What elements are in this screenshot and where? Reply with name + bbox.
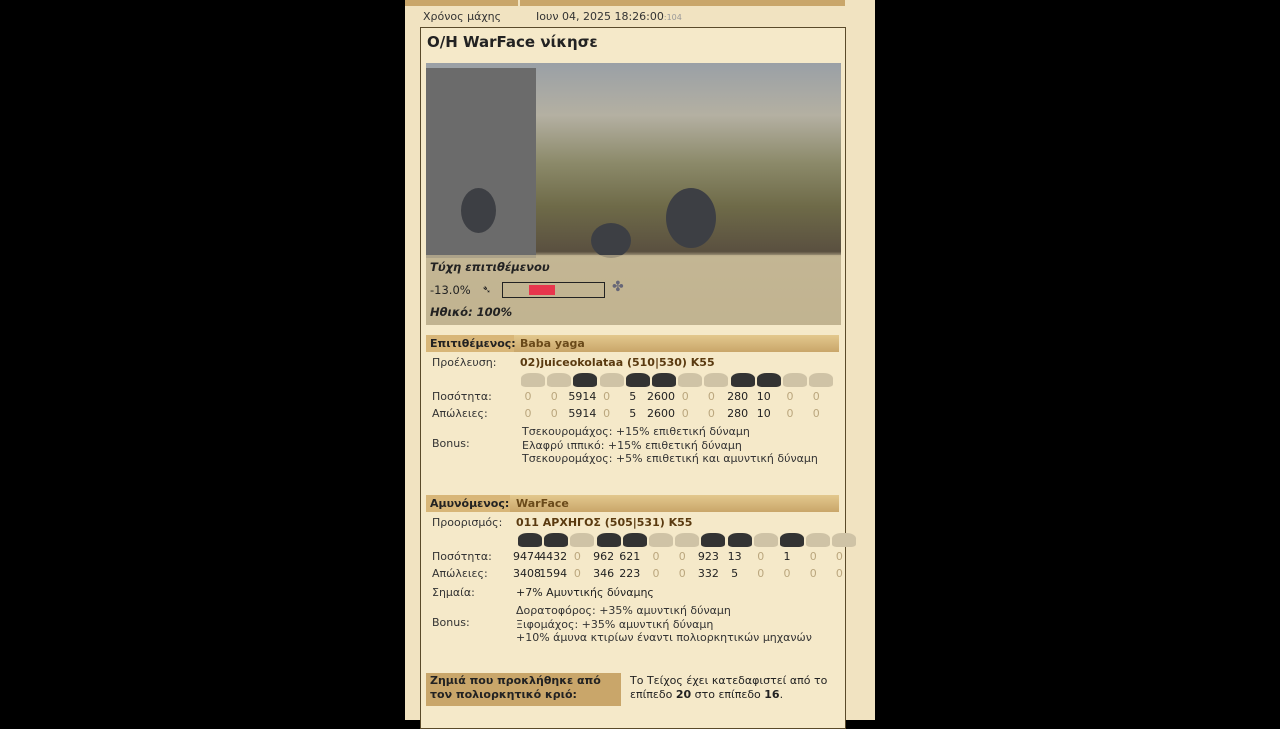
good-luck-icon: ✤ (612, 279, 624, 295)
unit-quantity: 923 (697, 550, 719, 563)
bonus-line: Δορατοφόρος: +35% αμυντική δύναμη (516, 604, 731, 617)
catapult-icon (754, 533, 778, 547)
ram-damage-label: Ζημιά που προκλήθηκε από τον πολιορκητικό κριό: (426, 673, 621, 706)
unit-loss: 0 (757, 567, 765, 580)
luck-value: -13.0% (430, 283, 471, 297)
knight-icon (780, 533, 804, 547)
soldier (666, 188, 716, 248)
origin-label: Προέλευση: (432, 356, 497, 369)
unit-loss: 280 (727, 407, 749, 420)
spear-icon (518, 533, 542, 547)
unit-loss: 0 (524, 407, 532, 420)
attacker-label: Επιτιθέμενος: (426, 335, 514, 352)
spy-icon (623, 533, 647, 547)
losses-label: Απώλειες: (432, 407, 488, 420)
unit-quantity: 0 (812, 390, 820, 403)
axe-icon (570, 533, 594, 547)
ram-damage-text: Το Τείχος έχει κατεδαφιστεί από το επίπεδο 20 στο επίπεδο 16. (630, 674, 828, 701)
unit-icons (426, 371, 839, 388)
sword-icon (547, 373, 571, 387)
unit-quantity: 0 (524, 390, 532, 403)
unit-quantity: 0 (707, 390, 715, 403)
battle-image (426, 63, 841, 325)
unit-loss: 0 (603, 407, 611, 420)
bonus-line: Τσεκουρομάχος: +15% επιθετική δύναμη (522, 425, 750, 438)
unit-quantity: 280 (727, 390, 749, 403)
spy-icon (626, 373, 650, 387)
unit-loss: 0 (835, 567, 843, 580)
time: Ιουν 04, 2025 18:26:00 (536, 10, 664, 23)
unit-loss: 5914 (568, 407, 597, 420)
unit-quantity: 10 (756, 390, 771, 403)
bonus-label: Bonus: (432, 616, 470, 629)
unit-quantity: 5 (629, 390, 637, 403)
knight-icon (783, 373, 807, 387)
axe-icon (573, 373, 597, 387)
unit-quantity: 4432 (539, 550, 568, 563)
unit-loss: 0 (707, 407, 715, 420)
unit-quantity: 0 (809, 550, 817, 563)
ram-icon (728, 533, 752, 547)
attacker-section (426, 335, 839, 466)
light-cavalry-icon (652, 373, 676, 387)
origin-village-link[interactable]: 02)juiceokolataa (510|530) K55 (520, 356, 715, 369)
defender-label: Αμυνόμενος: (426, 495, 510, 512)
ram-damage (426, 673, 839, 706)
defender-section (426, 495, 843, 645)
bad-luck-icon: ➴ (482, 283, 492, 296)
unit-loss: 5 (731, 567, 739, 580)
battle-report (420, 27, 846, 729)
unit-quantity: 0 (652, 550, 660, 563)
snob-icon (809, 373, 833, 387)
snob-icon (806, 533, 830, 547)
quantity-label: Ποσότητα: (432, 550, 492, 563)
attacker-player-link[interactable]: Baba yaga (520, 337, 585, 350)
unit-quantity: 0 (757, 550, 765, 563)
luck-panel (426, 255, 841, 325)
report-column (405, 0, 875, 720)
spear-icon (521, 373, 545, 387)
unit-loss: 223 (619, 567, 641, 580)
heavy-cavalry-icon (701, 533, 725, 547)
archer-icon (597, 533, 621, 547)
defender-player-link[interactable]: WarFace (516, 497, 569, 510)
unit-quantity: 0 (550, 390, 558, 403)
unit-loss: 0 (652, 567, 660, 580)
header-bar (405, 0, 845, 6)
level-from: 20 (675, 688, 692, 701)
unit-loss: 0 (550, 407, 558, 420)
unit-quantity: 962 (593, 550, 615, 563)
unit-loss: 0 (681, 407, 689, 420)
heavy-cavalry-icon (704, 373, 728, 387)
flag-value: +7% Αμυντικής δύναμης (516, 586, 654, 599)
unit-loss: 3408 (513, 567, 541, 580)
bonus-line: Ελαφρύ ιππικό: +15% επιθετική δύναμη (522, 438, 742, 452)
quantity-label: Ποσότητα: (432, 390, 492, 403)
mounted-archer-icon (675, 533, 699, 547)
level-to: 16 (764, 688, 780, 701)
soldier (461, 188, 496, 233)
unit-loss: 0 (678, 567, 686, 580)
unit-loss: 0 (786, 407, 794, 420)
unit-quantity: 0 (573, 550, 581, 563)
unit-quantity: 9474 (513, 550, 541, 563)
unit-quantity: 1 (783, 550, 791, 563)
losses-label: Απώλειες: (432, 567, 488, 580)
unit-loss: 332 (697, 567, 719, 580)
destination-village-link[interactable]: 011 ΑΡΧΗΓΟΣ (505|531) K55 (516, 516, 693, 529)
ram-icon (731, 373, 755, 387)
unit-quantity: 13 (727, 550, 742, 563)
catapult-icon (757, 373, 781, 387)
unit-quantity: 621 (619, 550, 641, 563)
destination-label: Προορισμός: (432, 516, 503, 529)
unit-icons (426, 531, 839, 548)
unit-loss: 0 (573, 567, 581, 580)
morale: Ηθικό: 100% (430, 305, 513, 319)
unit-quantity: 0 (786, 390, 794, 403)
battle-time-value (536, 10, 682, 23)
unit-loss: 0 (783, 567, 791, 580)
luck-label: Τύχη επιτιθέμενου (430, 260, 550, 274)
unit-loss: 346 (593, 567, 615, 580)
light-cavalry-icon (649, 533, 673, 547)
luck-fill (529, 285, 555, 295)
unit-quantity: 0 (835, 550, 843, 563)
militia-icon (832, 533, 856, 547)
unit-loss: 2600 (647, 407, 675, 420)
soldier (591, 223, 631, 258)
unit-quantity: 0 (678, 550, 686, 563)
flag-label: Σημαία: (432, 586, 475, 599)
unit-loss: 5 (629, 407, 637, 420)
unit-loss: 1594 (539, 567, 568, 580)
sword-icon (544, 533, 568, 547)
unit-quantity: 0 (603, 390, 611, 403)
bonus-line: Ξιφομάχος: +35% αμυντική δύναμη (516, 617, 714, 631)
unit-loss: 10 (756, 407, 771, 420)
unit-quantity: 5914 (568, 390, 597, 403)
milliseconds: :104 (663, 13, 682, 22)
archer-icon (600, 373, 624, 387)
mounted-archer-icon (678, 373, 702, 387)
bonus-line: Τσεκουρομάχος: +5% επιθετική και αμυντική δύναμη (522, 452, 818, 465)
unit-loss: 0 (812, 407, 820, 420)
luck-bar (502, 282, 605, 298)
bonus-label: Bonus: (432, 437, 470, 450)
unit-quantity: 0 (681, 390, 689, 403)
battle-time-label: Χρόνος μάχης (423, 10, 502, 23)
bonus-line: +10% άμυνα κτιρίων έναντι πολιορκητικών μηχανών (516, 631, 812, 644)
unit-loss: 0 (809, 567, 817, 580)
unit-quantity: 2600 (647, 390, 675, 403)
report-title: O/H WarFace νίκησε (427, 33, 598, 51)
